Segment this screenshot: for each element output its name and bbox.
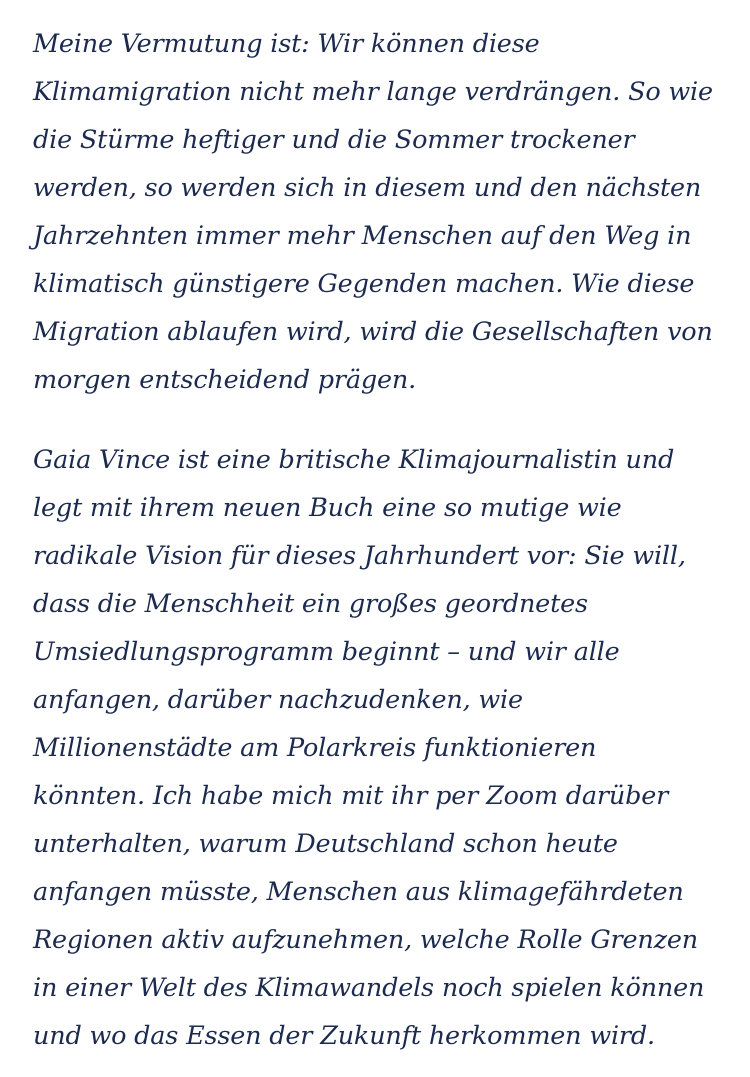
text-line: anfangen, darüber nachzudenken, wie	[33, 685, 523, 715]
text-line: in einer Welt des Klimawandels noch spielen können	[33, 973, 705, 1003]
text-line: Gaia Vince ist eine britische Klimajournalistin und	[33, 445, 675, 475]
text-line: werden, so werden sich in diesem und den nächsten	[33, 173, 702, 203]
text-line: und wo das Essen der Zukunft herkommen wird.	[33, 1021, 655, 1051]
text-line: Millionenstädte am Polarkreis funktionieren	[33, 733, 597, 763]
text-line: Klimamigration nicht mehr lange verdrängen. So wie	[33, 77, 713, 107]
text-line: Migration ablaufen wird, wird die Gesellschaften von	[33, 317, 713, 347]
text-line: legt mit ihrem neuen Buch eine so mutige wie	[33, 493, 622, 523]
article-body	[33, 20, 723, 1060]
text-line: radikale Vision für dieses Jahrhundert vor: Sie will,	[33, 541, 686, 571]
text-line: morgen entscheidend prägen.	[33, 365, 416, 395]
text-line: Umsiedlungsprogramm beginnt – und wir alle	[33, 637, 620, 667]
text-line: Regionen aktiv aufzunehmen, welche Rolle Grenzen	[33, 925, 698, 955]
text-line: Jahrzehnten immer mehr Menschen auf den Weg in	[33, 221, 692, 251]
text-line: unterhalten, warum Deutschland schon heute	[33, 829, 618, 859]
text-line: dass die Menschheit ein großes geordnetes	[33, 589, 588, 619]
text-line: könnten. Ich habe mich mit ihr per Zoom darüber	[33, 781, 669, 811]
paragraph-2	[33, 436, 723, 1060]
text-line: Meine Vermutung ist: Wir können diese	[33, 29, 540, 59]
text-line: anfangen müsste, Menschen aus klimagefährdeten	[33, 877, 684, 907]
text-line: die Stürme heftiger und die Sommer trockener	[33, 125, 635, 155]
text-line: klimatisch günstigere Gegenden machen. Wie diese	[33, 269, 695, 299]
paragraph-1	[33, 20, 723, 404]
